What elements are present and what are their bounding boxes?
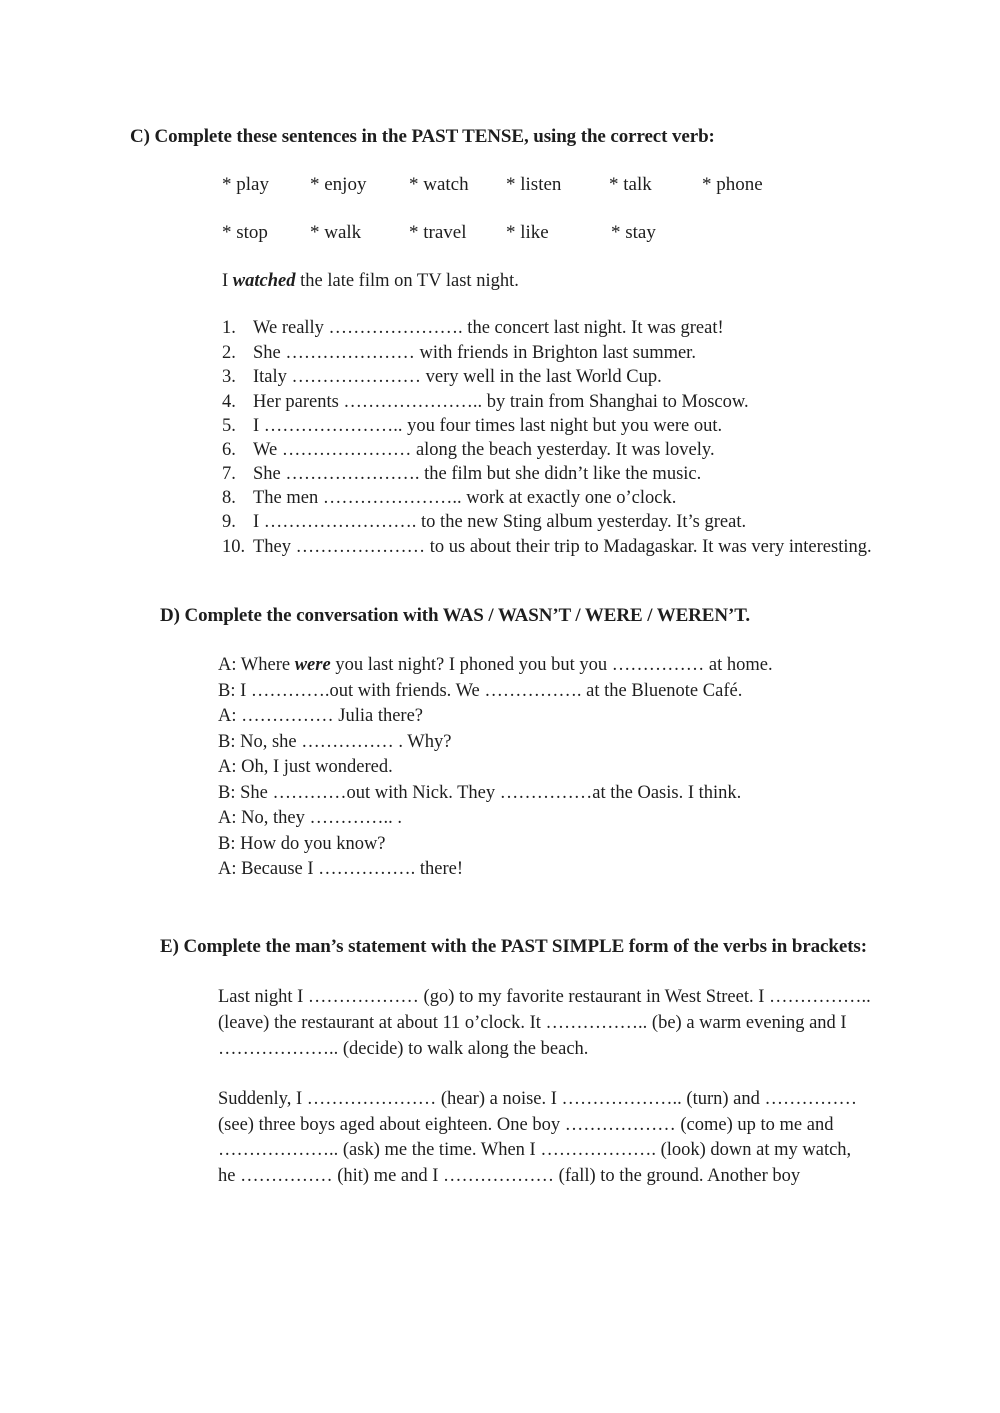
conversation-line: A: Oh, I just wondered. (218, 757, 393, 777)
conversation-line: B: I ………….out with friends. We ……………. at the Bluenote Café. (218, 681, 743, 701)
word-bank-item: * listen (506, 174, 562, 195)
word-bank-item: * talk (609, 174, 652, 195)
conversation-line: B: She …………out with Nick. They ……………at the Oasis. I think. (218, 783, 742, 803)
paragraph-line: he …………… (hit) me and I ……………… (fall) to the ground. Another boy (218, 1166, 801, 1186)
conversation-line: B: How do you know? (218, 834, 386, 854)
exercise-item: 8. The men ………………….. work at exactly one o’clock. (222, 488, 677, 508)
paragraph-line: (leave) the restaurant at about 11 o’clock. It …………….. (be) a warm evening and I (218, 1013, 847, 1033)
exercise-item: 5. I ………………….. you four times last night but you were out. (222, 416, 723, 436)
paragraph-line: Suddenly, I ………………… (hear) a noise. I ……………….. (turn) and …………… (218, 1089, 858, 1109)
exercise-item: 9. I ……………………. to the new Sting album yesterday. It’s great. (222, 512, 747, 532)
exercise-item: 6. We ………………… along the beach yesterday. It was lovely. (222, 440, 715, 460)
conversation-line: A: Because I ……………. there! (218, 859, 464, 879)
conversation-line: B: No, she …………… . Why? (218, 732, 452, 752)
word-bank-item: * stay (611, 222, 656, 243)
section-c-heading: C) Complete these sentences in the PAST TENSE, using the correct verb: (130, 126, 715, 147)
exercise-item: 2. She ………………… with friends in Brighton last summer. (222, 343, 696, 363)
word-bank-item: * travel (409, 222, 467, 243)
example-verb: watched (232, 271, 296, 291)
exercise-item: 10. They ………………… to us about their trip to Madagaskar. It was very interesting. (222, 537, 872, 557)
example-sentence: I watched the late film on TV last night. (222, 271, 519, 291)
section-e-heading: E) Complete the man’s statement with the PAST SIMPLE form of the verbs in brackets: (160, 936, 867, 957)
word-bank-item: * stop (222, 222, 268, 243)
paragraph-line: (see) three boys aged about eighteen. One boy ……………… (come) up to me and (218, 1115, 834, 1135)
paragraph-line: Last night I ……………… (go) to my favorite restaurant in West Street. I …………….. (218, 987, 871, 1007)
example-verb: were (294, 655, 331, 675)
conversation-line: A: …………… Julia there? (218, 706, 423, 726)
word-bank-item: * watch (409, 174, 469, 195)
word-bank-item: * enjoy (310, 174, 367, 195)
conversation-line: A: Where were you last night? I phoned you but you …………… at home. (218, 655, 773, 675)
paragraph-line: ……………….. (decide) to walk along the beach. (218, 1039, 589, 1059)
conversation-line: A: No, they ………….. . (218, 808, 402, 828)
exercise-item: 1. We really …………………. the concert last night. It was great! (222, 318, 724, 338)
section-d-heading: D) Complete the conversation with WAS / WASN’T / WERE / WEREN’T. (160, 605, 751, 626)
exercise-item: 4. Her parents ………………….. by train from Shanghai to Moscow. (222, 392, 749, 412)
paragraph-line: ……………….. (ask) me the time. When I ………………. (look) down at my watch, (218, 1140, 852, 1160)
word-bank-item: * phone (702, 174, 763, 195)
exercise-item: 3. Italy ………………… very well in the last World Cup. (222, 367, 662, 387)
word-bank-item: * like (506, 222, 549, 243)
word-bank-item: * play (222, 174, 269, 195)
word-bank-item: * walk (310, 222, 362, 243)
exercise-item: 7. She …………………. the film but she didn’t like the music. (222, 464, 702, 484)
